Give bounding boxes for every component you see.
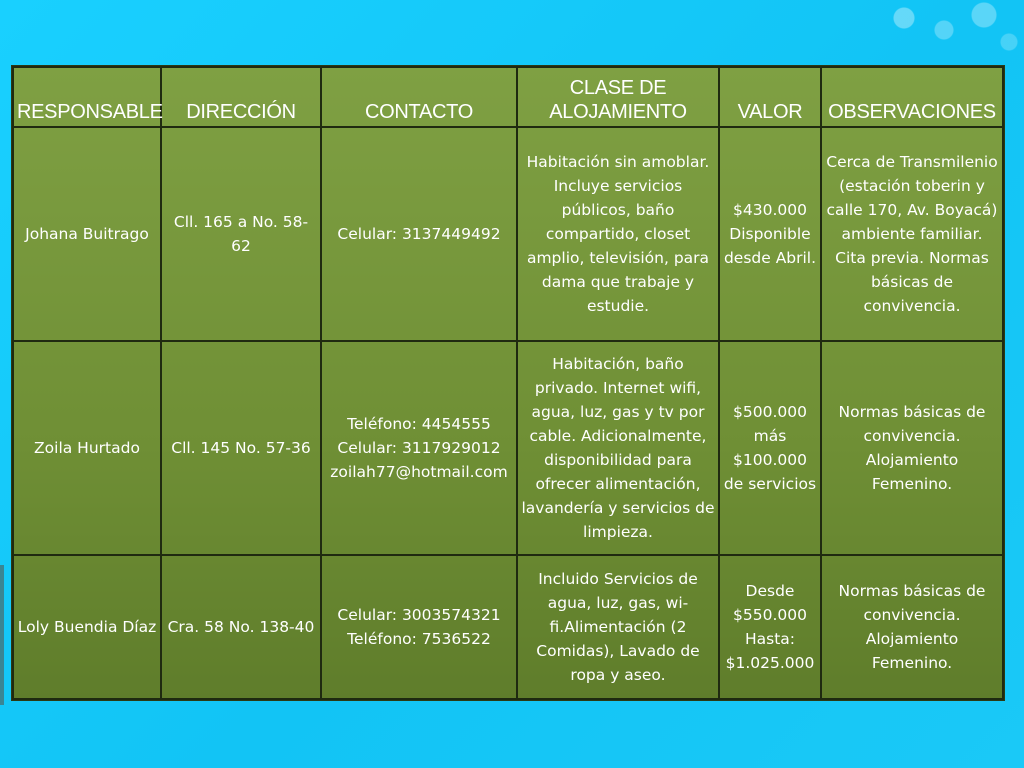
cell-observaciones: Cerca de Transmilenio (estación toberin y calle 170, Av. Boyacá) ambiente familiar. Cita previa. Normas básicas de convivencia.: [821, 127, 1003, 341]
cell-clase-alojamiento: Habitación sin amoblar. Incluye servicios públicos, baño compartido, closet amplio, televisión, para dama que trabaje y estudie.: [517, 127, 719, 341]
table-row: [13, 341, 1003, 555]
cell-responsable: Johana Buitrago: [13, 127, 161, 341]
cell-observaciones: Normas básicas de convivencia. Alojamiento Femenino.: [821, 341, 1003, 555]
cell-direccion: Cll. 145 No. 57-36: [161, 341, 321, 555]
table-row: [13, 127, 1003, 341]
cell-valor: Desde $550.000 Hasta: $1.025.000: [719, 555, 821, 699]
table-row: [13, 555, 1003, 699]
decorative-stripe: [0, 565, 4, 705]
cell-responsable: Loly Buendia Díaz: [13, 555, 161, 699]
cell-direccion: Cll. 165 a No. 58-62: [161, 127, 321, 341]
contact-line: Celular: 3003574321: [337, 606, 501, 624]
contact-line: Teléfono: 4454555: [347, 415, 491, 433]
table-header-row: [13, 67, 1003, 127]
header-observaciones: OBSERVACIONES: [821, 67, 1003, 127]
contact-line: Teléfono: 7536522: [347, 630, 491, 648]
cell-valor: $500.000 más $100.000 de servicios: [719, 341, 821, 555]
header-contacto: CONTACTO: [321, 67, 517, 127]
cell-contacto: [321, 341, 517, 555]
cell-contacto: [321, 555, 517, 699]
cell-contacto: [321, 127, 517, 341]
header-valor: VALOR: [719, 67, 821, 127]
header-clase-alojamiento: CLASE DE ALOJAMIENTO: [517, 67, 719, 127]
cell-valor: $430.000 Disponible desde Abril.: [719, 127, 821, 341]
contact-email: zoilah77@hotmail.com: [330, 463, 508, 481]
cell-observaciones: Normas básicas de convivencia. Alojamiento Femenino.: [821, 555, 1003, 699]
cell-direccion: Cra. 58 No. 138-40: [161, 555, 321, 699]
lodging-table: [12, 66, 1004, 700]
contact-line: Celular: 3117929012: [337, 439, 501, 457]
decorative-bubbles: [874, 0, 1024, 60]
header-responsable: RESPONSABLE: [13, 67, 161, 127]
cell-responsable: Zoila Hurtado: [13, 341, 161, 555]
contact-line: Celular: 3137449492: [337, 225, 501, 243]
header-direccion: DIRECCIÓN: [161, 67, 321, 127]
cell-clase-alojamiento: Habitación, baño privado. Internet wifi, agua, luz, gas y tv por cable. Adicionalmente, disponibilidad para ofrecer alimentación, lavandería y servicios de limpieza.: [517, 341, 719, 555]
cell-clase-alojamiento: Incluido Servicios de agua, luz, gas, wi-fi.Alimentación (2 Comidas), Lavado de ropa y aseo.: [517, 555, 719, 699]
